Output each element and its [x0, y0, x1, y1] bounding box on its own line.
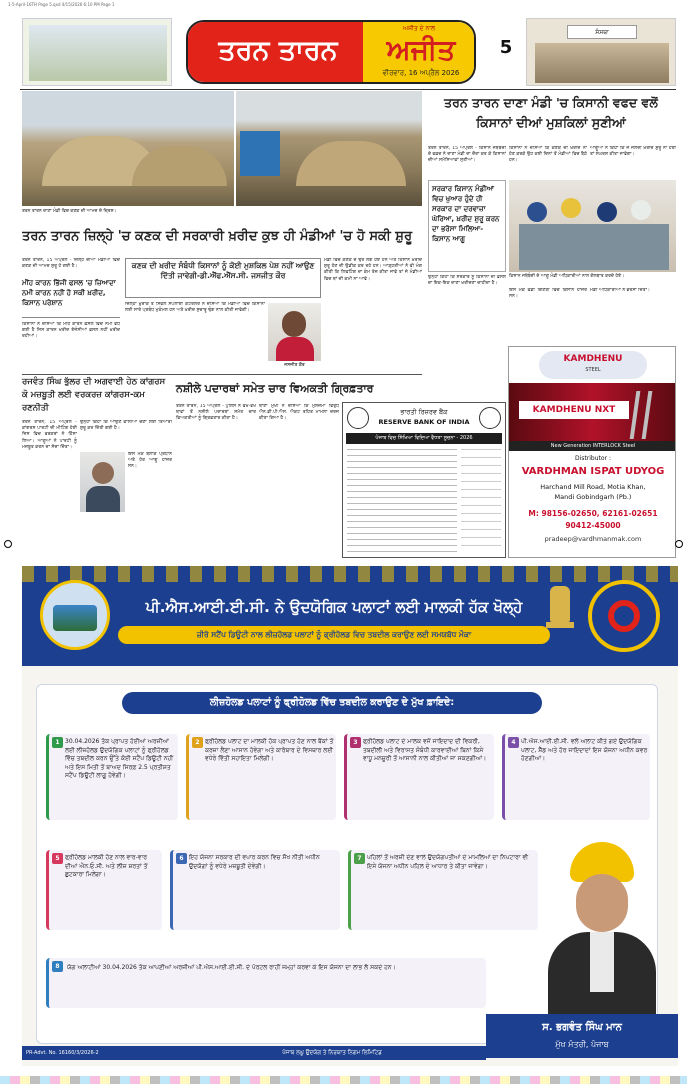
- benefits-title: ਲੀਜ਼ਹੋਲਡ ਪਲਾਟਾਂ ਨੂੰ ਫ੍ਰੀਹੋਲਡ ਵਿੱਚ ਤਬਦੀਲ ਕਰਾਉਣ ਦੇ ਮੁੱਖ ਫ਼ਾਇਦੇ:: [122, 692, 542, 714]
- mandi-photo-1: [22, 91, 234, 206]
- kamdhenu-address2: Mandi Gobindgarh (Pb.): [554, 493, 632, 501]
- ear-ad-left: [22, 18, 172, 86]
- cm-title: ਮੁੱਖ ਮੰਤਰੀ, ਪੰਜਾਬ: [555, 1040, 609, 1049]
- psiec-footer-ref: PR-Advt. No. 16160/3/2026-2: [26, 1050, 99, 1056]
- rbi-emblem-icon: [347, 407, 369, 429]
- story-wheat-col2: ਮੰਡੀ ਵਿਚ ਕਣਕ ਦੇ ਢੇਰ ਲੱਗੇ ਹੋਏ ਹਨ ਅਤੇ ਕਿਸਾਨ ਖ਼ਰੀਦ ਸ਼ੁਰੂ ਹੋਣ ਦੀ ਉਡੀਕ ਕਰ ਰਹੇ ਹਨ। ਆੜ੍ਹਤੀਆਂ ਨੇ ਵੀ ਮੰਗ ਕੀਤੀ ਕਿ ਲਿਫਟਿੰਗ ਦਾ ਕੰਮ ਤੇਜ਼ ਕੀਤਾ ਜਾਵੇ ਤਾਂ ਜੋ ਮੰਡੀਆਂ ਵਿਚ ਥਾਂ ਦੀ ਕਮੀ ਨਾ ਆਵੇ।: [324, 258, 422, 282]
- state-emblem-icon: [542, 582, 578, 642]
- kamdhenu-ad[interactable]: [508, 346, 676, 558]
- story-mandi-col1: ਤਰਨ ਤਾਰਨ, 15 ਅਪ੍ਰੈਲ - ਕਿਸਾਨ ਜਥੇਬੰਦੀ ਦੇ ਵਫ਼ਦ ਨੇ ਦਾਣਾ ਮੰਡੀ ਦਾ ਦੌਰਾ ਕਰ ਕੇ ਕਿਸਾਨਾਂ ਦੀਆਂ ਸਮੱਸਿਆਵਾਂ ਸੁਣੀਆਂ।: [428, 146, 506, 164]
- kamdhenu-product: KAMDHENU NXT: [519, 401, 629, 419]
- cm-photo: [542, 836, 662, 1014]
- story-mandi-col5: ਇਸ ਮੌਕੇ ਵੱਡੀ ਗਿਣਤੀ ਵਿਚ ਕਿਸਾਨ ਹਾਜ਼ਰ ਸਨ।: [509, 288, 587, 300]
- ear-ad-label: ਸੰਸਥਾ: [567, 25, 637, 39]
- official-portrait-caption: ਜਸਜੀਤ ਕੌਰ: [284, 363, 305, 368]
- benefit-text: ਫ੍ਰੀਹੋਲਡ ਮਾਲਕੀ ਹੋਣ ਨਾਲ ਵਾਰ-ਵਾਰ ਦੀਆਂ ਐਨ.ਓ.ਸੀ. ਅਤੇ ਲੀਜ਼ ਸ਼ਰਤਾਂ ਤੋਂ ਛੁਟਕਾਰਾ ਮਿਲੇਗਾ।: [65, 854, 148, 878]
- kamdhenu-phones2: 90412-45000: [565, 521, 621, 530]
- benefit-card: [46, 850, 162, 930]
- benefit-number: 8: [52, 961, 63, 972]
- story-congress-col1: ਤਰਨ ਤਾਰਨ, 15 ਅਪ੍ਰੈਲ - ਕਾਂਗਰਸ ਪਾਰਟੀ ਦੀ ਮੀਟਿੰਗ ਹੋਈ ਜਿਸ ਵਿਚ ਵਰਕਰਾਂ ਨੇ ਹਿੱਸਾ ਲਿਆ। ਆਗੂਆਂ ਨੇ ਪਾਰਟੀ ਨੂੰ ਮਜ਼ਬੂਤ ਕਰਨ ਦਾ ਸੱਦਾ ਦਿੱਤਾ।: [22, 420, 77, 450]
- rbi-seal-icon: [479, 407, 501, 429]
- registration-mark-icon: [675, 540, 683, 548]
- story-congress-headline: ਰਜਵੰਤ ਸਿੰਘ ਭੁੱਲਰ ਦੀ ਅਗਵਾਈ ਹੇਠ ਕਾਂਗਰਸ ਕੋ ਮਜ਼ਬੂਤੀ ਲਈ ਵਰਕਰਜ਼ ਕਾਂਗਰਸ-ਕਮ ਰਣਨੀਤੀ: [22, 377, 166, 413]
- cm-name-band: [486, 1014, 678, 1058]
- benefit-number: 7: [354, 853, 365, 864]
- benefit-text: ਇਹ ਯੋਜਨਾ ਸਰਕਾਰ ਦੀ ਵਪਾਰ ਕਰਨ ਵਿਚ ਸੌਖ ਨੀਤੀ ਅਧੀਨ ਉਦਯੋਗਾਂ ਨੂੰ ਵਧੇਰੇ ਮਜ਼ਬੂਤੀ ਦੇਵੇਗੀ।: [189, 854, 320, 870]
- kamdhenu-brand: KAMDHENU: [563, 354, 623, 364]
- color-bar: [0, 1076, 687, 1084]
- story-wheat-col1: ਕਿਸਾਨਾਂ ਨੇ ਦੱਸਿਆ ਕਿ ਮੀਂਹ ਕਾਰਨ ਫ਼ਸਲ ਵਿਚ ਨਮੀ ਵਧ ਗਈ ਹੈ ਜਿਸ ਕਾਰਨ ਖ਼ਰੀਦ ਏਜੰਸੀਆਂ ਫ਼ਸਲ ਨਹੀਂ ਖ਼ਰੀਦ ਰਹੀਆਂ।: [22, 322, 120, 340]
- benefit-text: ਯੋਗ ਅਲਾਟੀਆਂ 30.04.2026 ਤੱਕ ਆਪਣੀਆਂ ਅਰਜ਼ੀਆਂ ਪੀ.ਐਸ.ਆਈ.ਈ.ਸੀ. ਦੇ ਪੋਰਟਲ ਰਾਹੀਂ ਜਮ੍ਹਾਂ ਕਰਵਾ ਕੇ ਇਸ ਯੋਜਨਾ ਦਾ ਲਾਭ ਲੈ ਸਕਦੇ ਹਨ।: [67, 964, 396, 971]
- benefit-text: ਪਹਿਲਾਂ ਤੋਂ ਅਰਜ਼ੀ ਦੇਣ ਵਾਲੇ ਉਦਯੋਗਪਤੀਆਂ ਦੇ ਮਾਮਲਿਆਂ ਦਾ ਨਿਪਟਾਰਾ ਵੀ ਇਸੇ ਯੋਜਨਾ ਅਧੀਨ ਪਹਿਲ ਦੇ ਆਧਾਰ ਤੇ ਕੀਤਾ ਜਾਵੇਗਾ।: [367, 854, 529, 870]
- rbi-subtitle: ਪੰਜਾਬ ਵਿਚ ਸਿੱਖਿਆ ਵਿਦਿਆ ਵੈਧਤਾ ਸੂਚਨਾ - 2026: [346, 433, 502, 444]
- benefit-number: 3: [350, 737, 361, 748]
- benefit-number: 1: [52, 737, 63, 748]
- story-wheat-pullquote: ਮੀਂਹ ਕਾਰਨ ਭਿੱਜੀ ਫਸਲ 'ਚ ਜ਼ਿਆਦਾ ਨਮੀ ਕਾਰਨ ਨਹੀਂ ਹੋ ਸਕੀ ਖ਼ਰੀਦ, ਕਿਸਾਨ ਪਰੇਸ਼ਾਨ: [22, 278, 120, 318]
- story-mandi-col6: ਮੰਡੀ ਅਧਿਕਾਰੀਆਂ ਨੇ ਭਰੋਸਾ ਦਿੱਤਾ।: [590, 288, 651, 293]
- congress-portrait: [80, 452, 125, 512]
- benefit-text: ਪੀ.ਐਸ.ਆਈ.ਈ.ਸੀ. ਵਲੋਂ ਅਲਾਟ ਕੀਤੇ ਗਏ ਉਦਯੋਗਿਕ ਪਲਾਟ, ਸ਼ੈੱਡ ਅਤੇ ਹੋਰ ਜਾਇਦਾਦਾਂ ਇਸ ਯੋਜਨਾ ਅਧੀਨ ਕਵਰ ਹੋਣਗੀਆਂ।: [521, 738, 648, 762]
- benefit-text: ਫ੍ਰੀਹੋਲਡ ਪਲਾਟ ਦਾ ਮਾਲਕੀ ਹੱਕ ਪ੍ਰਾਪਤ ਹੋਣ ਨਾਲ ਬੈਂਕਾਂ ਤੋਂ ਕਰਜ਼ਾ ਲੈਣਾ ਆਸਾਨ ਹੋਵੇਗਾ ਅਤੇ ਕਾਰੋਬਾਰ ਦੇ ਵਿਸਥਾਰ ਲਈ ਵਧੇਰੇ ਵਿੱਤੀ ਸਹਾਇਤਾ ਮਿਲੇਗੀ।: [205, 738, 334, 762]
- psiec-footer: [22, 1046, 486, 1060]
- mandi-photo-2: [236, 91, 422, 206]
- benefit-text: 30.04.2026 ਤੱਕ ਪ੍ਰਾਪਤ ਹੋਈਆਂ ਅਰਜ਼ੀਆਂ ਲਈ ਲੀਜ਼ਹੋਲਡ ਉਦਯੋਗਿਕ ਪਲਾਟਾਂ ਨੂੰ ਫ੍ਰੀਹੋਲਡ ਵਿੱਚ ਤਬਦੀਲ ਕਰਨ ਉੱਤੇ ਕੋਈ ਸਟੈਂਪ ਡਿਊਟੀ ਨਹੀਂ ਅਤੇ ਇਸ ਮਿਤੀ ਤੋਂ ਬਾਅਦ ਸਿਰਫ਼ 2.5 ਪ੍ਰਤੀਸ਼ਤ ਸਟੈਂਪ ਡਿਊਟੀ ਲਾਗੂ ਹੋਵੇਗੀ।: [65, 738, 174, 779]
- registration-mark-icon: [4, 540, 12, 548]
- masthead: [186, 20, 476, 84]
- benefit-card: [348, 850, 538, 930]
- story-congress-col2: ਉਨ੍ਹਾਂ ਕਿਹਾ ਕਿ ਆਉਣ ਵਾਲੀਆਂ ਚੋਣਾਂ ਲਈ ਤਿਆਰੀ ਸ਼ੁਰੂ ਕਰ ਦਿੱਤੀ ਗਈ ਹੈ।: [80, 420, 172, 432]
- kamdhenu-product-banner: [509, 383, 676, 441]
- story-drugs-col2: ਥਾਣਾ ਮੁਖੀ ਨੇ ਦੱਸਿਆ ਕਿ ਮੁਲਜ਼ਮਾਂ ਵਿਰੁੱਧ ਐਨ.ਡੀ.ਪੀ.ਐਸ. ਐਕਟ ਤਹਿਤ ਮਾਮਲਾ ਦਰਜ ਕੀਤਾ ਗਿਆ ਹੈ।: [259, 404, 339, 422]
- benefit-number: 4: [508, 737, 519, 748]
- ear-ad-right: [526, 18, 676, 86]
- story-wheat-intro: ਤਰਨ ਤਾਰਨ, 15 ਅਪ੍ਰੈਲ - ਜ਼ਿਲ੍ਹੇ ਦੀਆਂ ਮੰਡੀਆਂ ਵਿਚ ਕਣਕ ਦੀ ਆਮਦ ਸ਼ੁਰੂ ਹੋ ਗਈ ਹੈ।: [22, 258, 120, 270]
- psiec-logo-icon: [40, 580, 110, 650]
- benefit-card: [46, 734, 178, 820]
- page-number: 5: [499, 37, 513, 58]
- kamdhenu-address1: Harchand Mill Road, Motia Khan,: [540, 483, 646, 491]
- benefit-card: [502, 734, 650, 820]
- story-mandi-headline: ਤਰਨ ਤਾਰਨ ਦਾਣਾ ਮੰਡੀ 'ਚ ਕਿਸਾਨੀ ਵਫਦ ਵਲੋਂ ਕਿਸਾਨਾਂ ਦੀਆਂ ਮੁਸ਼ਕਿਲਾਂ ਸੁਣੀਆਂ: [444, 95, 658, 130]
- gear-logo-icon: [588, 580, 660, 652]
- kamdhenu-distributor-name: VARDHMAN ISPAT UDYOG: [521, 466, 665, 477]
- benefit-number: 6: [176, 853, 187, 864]
- psiec-headline: ਪੀ.ਐਸ.ਆਈ.ਈ.ਸੀ. ਨੇ ਉਦਯੋਗਿਕ ਪਲਾਟਾਂ ਲਈ ਮਾਲਕੀ ਹੱਕ ਖੋਲ੍ਹੇ: [145, 598, 523, 616]
- story-official-col1: ਜ਼ਿਲ੍ਹਾ ਖ਼ੁਰਾਕ ਤੇ ਸਿਵਲ ਸਪਲਾਈ ਕੰਟਰੋਲਰ ਨੇ ਦੱਸਿਆ ਕਿ ਮੰਡੀਆਂ ਵਿਚ ਕਿਸਾਨਾਂ ਲਈ ਸਾਰੇ ਪ੍ਰਬੰਧ ਮੁਕੰਮਲ ਹਨ ਅਤੇ ਖ਼ਰੀਦ ਸੁਚਾਰੂ ਢੰਗ ਨਾਲ ਕੀਤੀ ਜਾਵੇਗੀ।: [125, 302, 265, 314]
- kamdhenu-email[interactable]: pradeep@vardhmanmak.com: [544, 535, 642, 543]
- psiec-ad: [22, 566, 678, 1066]
- masthead-brand: ਅਜੀਤ: [386, 33, 456, 66]
- kamdhenu-tagline: New Generation INTERLOCK Steel: [509, 441, 676, 451]
- masthead-date: ਵੀਰਵਾਰ, 16 ਅਪ੍ਰੈਲ 2026: [382, 69, 460, 77]
- print-slug: 1-5-April-16TH Page 5.qxd 4/15/2026 6:10 PM Page 1: [8, 2, 115, 7]
- story-official-box: [125, 258, 321, 298]
- kamdhenu-logo: [539, 351, 647, 379]
- masthead-small: ਅਜੀਤ ਦੇ ਨਾਲ: [402, 25, 436, 32]
- story-mandi-col4: ਉਨ੍ਹਾਂ ਕਿਹਾ ਕਿ ਸਰਕਾਰ ਨੂੰ ਕਿਸਾਨਾਂ ਦੀ ਫ਼ਸਲ ਦਾ ਇਕ-ਇਕ ਦਾਣਾ ਖ਼ਰੀਦਣਾ ਚਾਹੀਦਾ ਹੈ।: [428, 275, 506, 287]
- kamdhenu-brand-sub: STEEL: [585, 367, 601, 373]
- benefit-card: [186, 734, 336, 820]
- kamdhenu-phones1: M: 98156-02650, 62161-02651: [528, 509, 658, 518]
- benefit-number: 2: [192, 737, 203, 748]
- masthead-city: ਤਰਨ ਤਾਰਨ: [218, 35, 338, 66]
- story-mandi-col2: ਕਿਸਾਨਾਂ ਨੇ ਦੱਸਿਆ ਕਿ ਕਣਕ ਦੀ ਖ਼ਰੀਦ ਨਾ ਹੋਣ ਕਰਕੇ ਉਹ ਕਈ ਦਿਨਾਂ ਤੋਂ ਮੰਡੀਆਂ ਵਿਚ ਬੈਠੇ ਹਨ।: [509, 146, 587, 164]
- story-drugs-headline: ਨਸ਼ੀਲੇ ਪਦਾਰਥਾਂ ਸਮੇਤ ਚਾਰ ਵਿਅਕਤੀ ਗ੍ਰਿਫ਼ਤਾਰ: [176, 382, 374, 395]
- benefit-number: 5: [52, 853, 63, 864]
- benefit-card: [46, 958, 486, 1008]
- psiec-banner: [22, 566, 678, 666]
- official-portrait: [268, 303, 321, 361]
- story-mandi-photo: [509, 180, 676, 272]
- top-photo-caption: ਤਰਨ ਤਾਰਨ ਦਾਣਾ ਮੰਡੀ ਵਿਚ ਕਣਕ ਦੀ ਆਮਦ ਦੇ ਦ੍ਰਿਸ਼।: [22, 209, 117, 214]
- benefit-card: [170, 850, 340, 930]
- rbi-title-en: RESERVE BANK OF INDIA: [378, 418, 470, 426]
- benefit-card: [344, 734, 494, 820]
- story-mandi-pullquote: ਸਰਕਾਰ ਕਿਸਾਨ ਮੰਡੀਆਂ ਵਿਚ ਖੁਆਰ ਹੁੰਦੇ ਹੀ ਸਰਕਾਰ ਦਾ ਦਰਵਾਜ਼ਾ ਘੇਰਿਆ, ਖ਼ਰੀਦ ਸ਼ੁਰੂ ਕਰਨ ਦਾ ਭਰੋਸਾ ਮਿਲਿਆ- ਕਿਸਾਨ ਆਗੂ: [428, 180, 506, 272]
- cm-name: ਸ. ਭਗਵੰਤ ਸਿੰਘ ਮਾਨ: [542, 1022, 622, 1033]
- benefit-text: ਫ੍ਰੀਹੋਲਡ ਪਲਾਟ ਦੇ ਮਾਲਕ ਵਜੋਂ ਜਾਇਦਾਦ ਦੀ ਵਿਕਰੀ, ਤਬਦੀਲੀ ਅਤੇ ਵਿਰਾਸਤ ਸੰਬੰਧੀ ਕਾਰਵਾਈਆਂ ਬਿਨਾਂ ਕਿਸੇ ਵਾਧੂ ਮਨਜ਼ੂਰੀ ਤੋਂ ਆਸਾਨੀ ਨਾਲ ਕੀਤੀਆਂ ਜਾ ਸਕਣਗੀਆਂ।: [363, 738, 487, 762]
- story-mandi-photo-caption: ਕਿਸਾਨ ਜਥੇਬੰਦੀ ਦੇ ਆਗੂ ਮੰਡੀ ਅਧਿਕਾਰੀਆਂ ਨਾਲ ਗੱਲਬਾਤ ਕਰਦੇ ਹੋਏ।: [509, 274, 625, 279]
- psiec-subheadline: ਜ਼ੀਰੋ ਸਟੈਂਪ ਡਿਊਟੀ ਨਾਲ ਲੀਜ਼ਹੋਲਡ ਪਲਾਟਾਂ ਨੂੰ ਫ੍ਰੀਹੋਲਡ ਵਿਚ ਤਬਦੀਲ ਕਰਾਉਣ ਲਈ ਸਮਯਬੱਧ ਮੌਕਾ: [118, 626, 550, 644]
- story-wheat-headline: ਤਰਨ ਤਾਰਨ ਜ਼ਿਲ੍ਹੇ 'ਚ ਕਣਕ ਦੀ ਸਰਕਾਰੀ ਖ਼ਰੀਦ ਕੁਝ ਹੀ ਮੰਡੀਆਂ 'ਚ ਹੋ ਸਕੀ ਸ਼ੁਰੂ: [22, 229, 413, 244]
- story-official-headline: ਕਣਕ ਦੀ ਖ਼ਰੀਦ ਸੰਬੰਧੀ ਕਿਸਾਨਾਂ ਨੂੰ ਕੋਈ ਮੁਸ਼ਕਿਲ ਪੇਸ਼ ਨਹੀਂ ਆਉਣ ਦਿੱਤੀ ਜਾਵੇਗੀ-ਡੀ.ਐੱਫ.ਐੱਸ.ਸੀ. ਜਸਜੀਤ ਕੌਰ: [131, 261, 315, 280]
- psiec-footer-org: ਪੰਜਾਬ ਲਘੂ ਉਦਯੋਗ ਤੇ ਨਿਰਯਾਤ ਨਿਗਮ ਲਿਮਿਟਿਡ: [282, 1050, 382, 1056]
- story-congress-col3: ਇਸ ਮੌਕੇ ਬਲਾਕ ਪ੍ਰਧਾਨ ਅਤੇ ਹੋਰ ਆਗੂ ਹਾਜ਼ਰ ਸਨ।: [128, 452, 172, 470]
- story-drugs-col1: ਤਰਨ ਤਾਰਨ, 15 ਅਪ੍ਰੈਲ - ਪੁਲਿਸ ਨੇ ਵੱਖ-ਵੱਖ ਥਾਵਾਂ ਤੋਂ ਨਸ਼ੀਲੇ ਪਦਾਰਥਾਂ ਸਮੇਤ ਚਾਰ ਵਿਅਕਤੀਆਂ ਨੂੰ ਗ੍ਰਿਫ਼ਤਾਰ ਕੀਤਾ ਹੈ।: [176, 404, 256, 422]
- rbi-title-pa: ਭਾਰਤੀ ਰਿਜ਼ਰਵ ਬੈਂਕ: [400, 408, 448, 416]
- kamdhenu-distributor-label: Distributor :: [575, 455, 611, 462]
- rbi-notice: [342, 402, 506, 558]
- story-mandi-col3: ਆਗੂਆਂ ਨੇ ਕਿਹਾ ਕਿ ਜੇ ਜਲਦੀ ਖ਼ਰੀਦ ਸ਼ੁਰੂ ਨਾ ਹੋਈ ਤਾਂ ਸੰਘਰਸ਼ ਕੀਤਾ ਜਾਵੇਗਾ।: [590, 146, 676, 158]
